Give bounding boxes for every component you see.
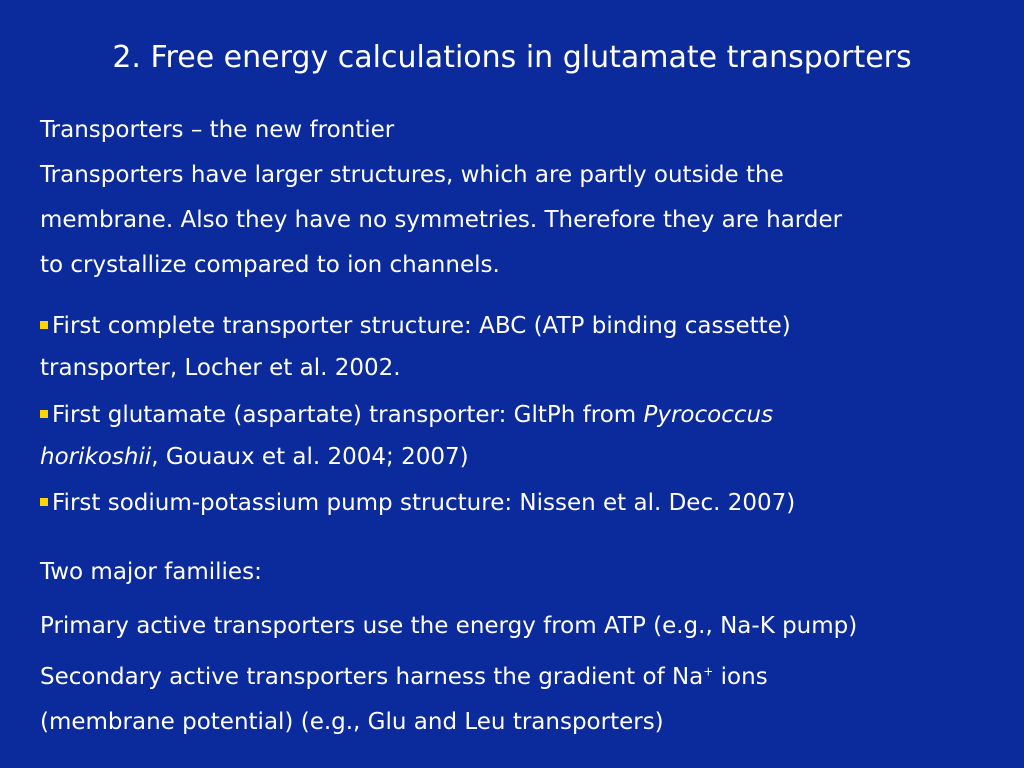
families-heading-text: Two major families: <box>40 559 262 585</box>
family-secondary <box>40 655 1000 745</box>
square-bullet-icon <box>40 498 48 506</box>
intro-paragraph <box>40 153 1000 288</box>
bullet-text: First glutamate (aspartate) transporter: GltPh from <box>52 402 644 428</box>
families-heading <box>40 550 1000 595</box>
square-bullet-icon <box>40 410 48 418</box>
bullet-item-gltph <box>40 394 1000 478</box>
square-bullet-icon <box>40 321 48 329</box>
intro-line: to crystallize compared to ion channels. <box>40 252 500 278</box>
family-primary-text: Primary active transporters use the energy from ATP (e.g., Na-K pump) <box>40 613 858 639</box>
intro-line: membrane. Also they have no symmetries. Therefore they are harder <box>40 207 843 233</box>
bullet-text-cont: transporter, Locher et al. 2002. <box>40 355 401 381</box>
bullet-text: First complete transporter structure: ABC (ATP binding cassette) <box>52 313 791 339</box>
intro-line: Transporters have larger structures, which are partly outside the <box>40 162 784 188</box>
intro-heading <box>40 108 1000 152</box>
bullet-text-cont: , Gouaux et al. 2004; 2007) <box>151 444 469 470</box>
species-name: horikoshii <box>40 444 152 470</box>
family-secondary-text: Secondary active transporters harness the gradient of Na <box>40 664 704 690</box>
bullet-item-pump <box>40 482 1000 524</box>
intro-heading-text: Transporters – the new frontier <box>40 117 395 143</box>
family-secondary-text-end: ions <box>713 664 768 690</box>
family-primary <box>40 604 1000 649</box>
species-genus: Pyrococcus <box>643 402 774 428</box>
bullet-text: First sodium-potassium pump structure: Nissen et al. Dec. 2007) <box>52 490 796 516</box>
bullet-item-abc <box>40 305 1000 389</box>
family-secondary-line2: (membrane potential) (e.g., Glu and Leu transporters) <box>40 709 664 735</box>
slide-title: 2. Free energy calculations in glutamate transporters <box>112 40 912 75</box>
sodium-charge: + <box>703 664 714 679</box>
